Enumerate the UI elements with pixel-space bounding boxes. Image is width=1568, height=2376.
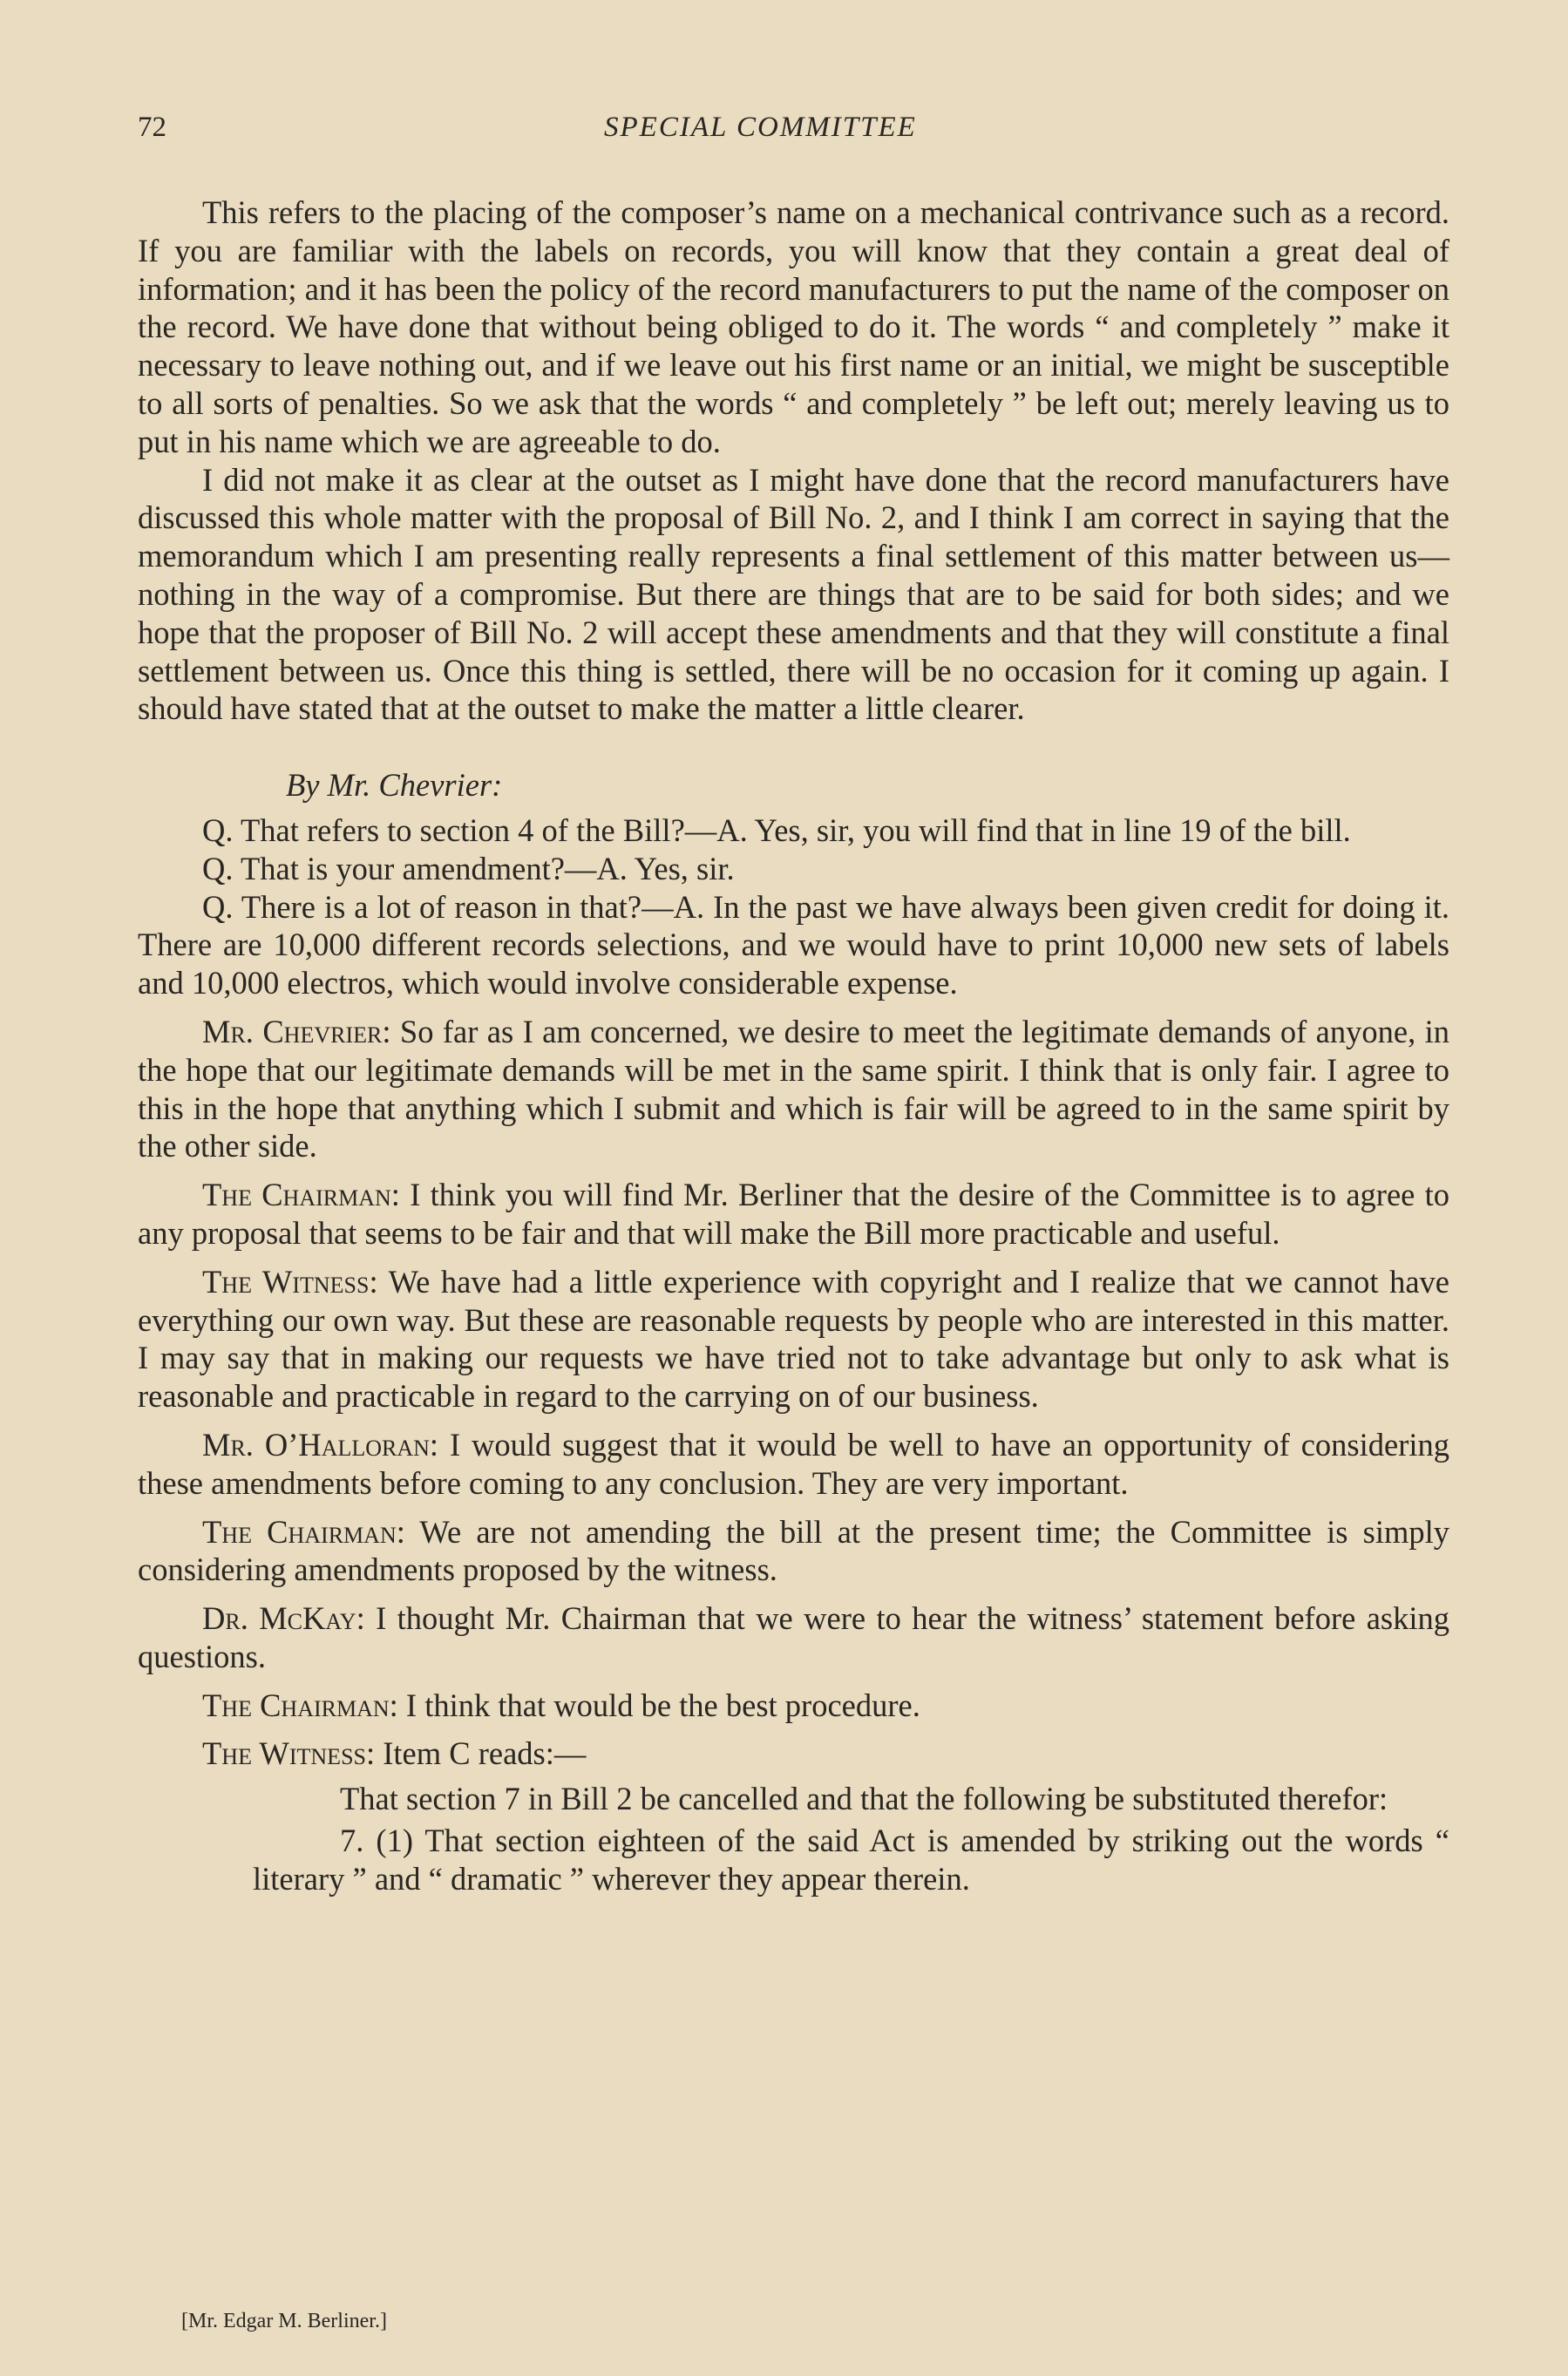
running-head: SPECIAL COMMITTEE — [604, 112, 917, 143]
speaker-text: : We have had a little experience with copyright and I realize that we cannot have everything our own way. But these are reasonable requests by people who are interested in this matter. I may say that in making our requests we have tried not to take advantage but only to ask what is reasonable and practicable in regard to the carrying on of our business. — [138, 1263, 1449, 1415]
speaker-text: : I thought Mr. Chairman that we were to hear the witness’ statement before asking questions. — [138, 1600, 1450, 1674]
byline: By Mr. Chevrier: — [286, 767, 503, 804]
speaker-name: Mr. Chevrier — [202, 1013, 383, 1049]
speaker-paragraph — [138, 1687, 1449, 1725]
body-text — [138, 193, 1449, 1898]
speaker-paragraph — [138, 1513, 1449, 1590]
speaker-paragraph — [138, 1599, 1449, 1676]
page-header — [138, 112, 1449, 155]
speaker-text: : Item C reads:— — [366, 1735, 587, 1772]
speaker-name: The Chairman — [202, 1687, 390, 1723]
speaker-text: : I think you will find Mr. Berliner that the desire of the Committee is to agree to any proposal that seems to be fair and that will make the Bill more practicable and useful. — [138, 1177, 1449, 1251]
speaker-paragraph — [138, 1426, 1449, 1503]
speaker-text: : We are not amending the bill at the present time; the Committee is simply considering amendments proposed by the witness. — [138, 1513, 1449, 1588]
question-answer: Q. That is your amendment?—A. Yes, sir. — [202, 850, 735, 886]
question-answer: Q. That refers to section 4 of the Bill?—A. Yes, sir, you will find that in line 19 of the bill. — [202, 811, 1351, 848]
page-number: 72 — [138, 112, 166, 143]
speaker-text: : I think that would be the best procedure. — [389, 1687, 920, 1723]
speaker-text: : I would suggest that it would be well to have an opportunity of considering these amendments before coming to any conclusion. They are very important. — [138, 1426, 1449, 1501]
speaker-paragraph — [138, 1013, 1449, 1165]
quoted-amendment: That section 7 in Bill 2 be cancelled and that the following be substituted therefor: — [340, 1781, 1388, 1817]
speaker-name: The Witness — [202, 1263, 370, 1300]
quoted-amendment: 7. (1) That section eighteen of the said Act is amended by striking out the words “ literary ” and “ dramatic ” wherever they appear therein. — [253, 1823, 1449, 1897]
speaker-paragraph — [138, 1176, 1449, 1252]
speaker-footnote: [Mr. Edgar M. Berliner.] — [181, 2310, 387, 2332]
speaker-paragraph — [138, 1263, 1449, 1415]
speaker-name: Dr. McKay — [202, 1600, 356, 1637]
speaker-name: The Chairman — [202, 1513, 397, 1550]
speaker-name: The Chairman — [202, 1177, 391, 1213]
speaker-paragraph — [138, 1734, 1449, 1773]
speaker-name: The Witness — [202, 1735, 366, 1772]
speaker-name: Mr. O’Halloran — [202, 1426, 430, 1463]
question-answer: Q. There is a lot of reason in that?—A. In the past we have always been given credit for doing it. There are 10,000 different records selections, and we would have to print 10,000 new sets of labels and 10,000 electros, which would involve considerable expense. — [138, 888, 1449, 1001]
paragraph: I did not make it as clear at the outset as I might have done that the record manufacturers have discussed this whole matter with the proposal of Bill No. 2, and I think I am correct in saying that the memorandum which I am presenting really represents a final settlement of this matter between us—nothing in the way of a compromise. But there are things that are to be said for both sides; and we hope that the proposer of Bill No. 2 will accept these amendments and that they will constitute a final settlement between us. Once this thing is settled, there will be no occasion for it coming up again. I should have stated that at the outset to make the matter a little clearer. — [138, 461, 1449, 727]
speaker-text: : So far as I am concerned, we desire to meet the legitimate demands of anyone, in the hope that our legitimate demands will be met in the same spirit. I think that is only fair. I agree to this in the hope that anything which I submit and which is fair will be agreed to in the same spirit by the other side. — [138, 1013, 1449, 1164]
paragraph: This refers to the placing of the composer’s name on a mechanical contrivance such as a record. If you are familiar with the labels on records, you will know that they contain a great deal of information; and it has been the policy of the record manufacturers to put the name of the composer on the record. We have done that without being obliged to do it. The words “ and completely ” make it necessary to leave nothing out, and if we leave out his first name or an initial, we might be susceptible to all sorts of penalties. So we ask that the words “ and completely ” be left out; merely leaving us to put in his name which we are agreeable to do. — [138, 194, 1449, 459]
